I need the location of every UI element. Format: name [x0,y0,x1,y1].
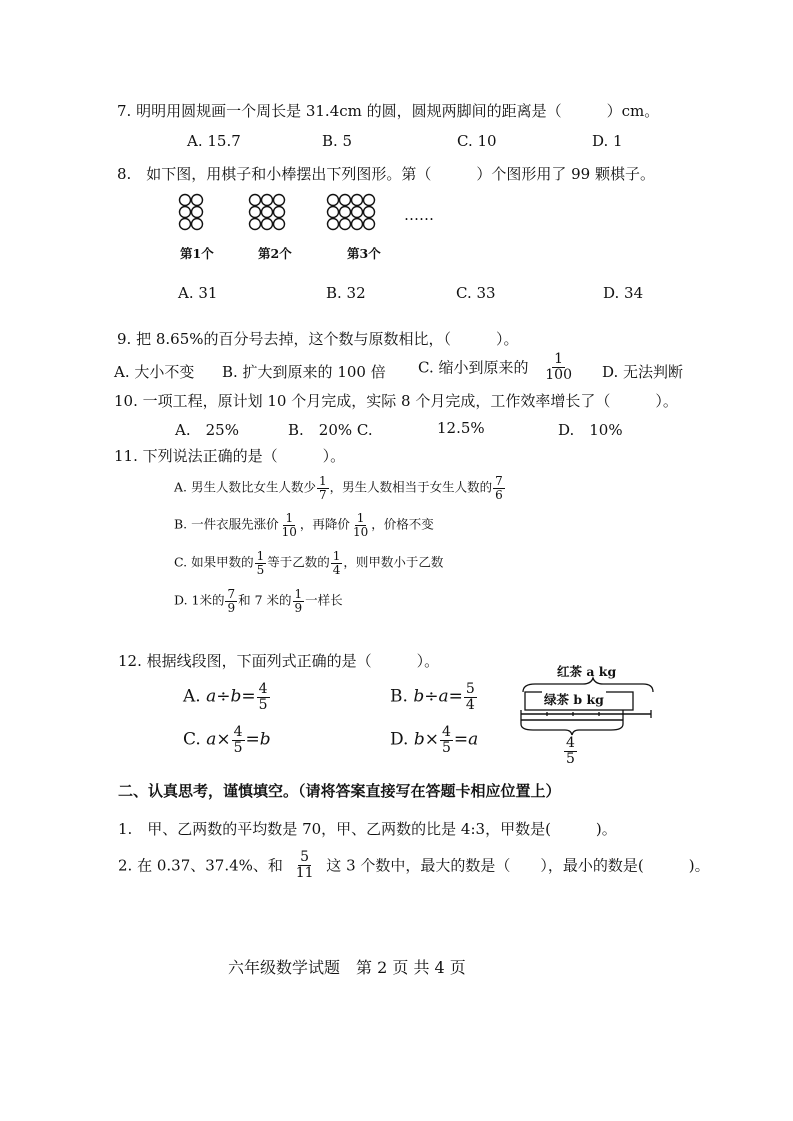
q9-option-c [418,352,575,382]
q8-figure-label-3: 第3个 [347,246,381,261]
q11-c-fraction-1 [255,550,267,576]
q11-c-text-2: 等于乙数的 [267,554,330,570]
diagram-frac-den: 5 [566,750,575,767]
section-2-q2-den: 11 [295,864,314,881]
q12-b-den: 4 [465,696,475,713]
q7-stem: 7. 明明用圆规画一个周长是 31.4cm 的圆，圆规两脚间的距离是（ ）cm。 [117,102,660,120]
chess-piece [192,207,203,218]
chess-piece [340,195,351,206]
q11-c-text-1: C. 如果甲数的 [174,554,254,570]
q11-c-f1-num: 1 [256,549,265,563]
chess-piece [328,207,339,218]
q11-a-fraction-1 [317,475,329,501]
q12-b-num: 5 [465,681,475,697]
q11-a-fraction-2 [493,475,505,501]
q9-stem: 9. 把 8.65%的百分号去掉，这个数与原数相比，（ ）。 [117,330,519,348]
q11-b-text-2: ，再降价 [299,516,350,532]
q12-b-label: B. [390,686,408,707]
section-2-q2 [118,850,710,880]
chess-piece [180,195,191,206]
chess-piece [364,219,375,230]
q12-a-label: A. [183,686,201,707]
chess-figure-1 [180,195,203,230]
q12-c-expr-1: a× [206,729,231,750]
q11-c-fraction-2 [331,550,343,576]
q11-d-text-2: 和 7 米的 [238,592,292,608]
q11-c-f2-den: 4 [332,562,341,577]
section-2-q2-text-1: 2. 在 0.37、37.4%、和 [118,856,283,875]
q9-c-den: 100 [545,366,572,383]
section-2-q2-text-2: 这 3 个数中，最大的数是（ ），最小的数是( )。 [326,856,710,875]
diagram-fraction-value [564,736,577,766]
q12-c-fraction [232,725,245,755]
chess-piece [364,207,375,218]
q11-option-b [174,512,434,538]
q7-option-c: C. 10 [457,132,497,150]
chess-piece [328,219,339,230]
q12-a-expr: a÷b= [206,686,256,707]
chess-piece [180,207,191,218]
q11-option-c [174,550,443,576]
q12-d-label: D. [390,729,409,750]
q11-d-fraction-2 [293,588,305,614]
q11-a-f2-den: 6 [495,487,503,502]
chess-piece [328,195,339,206]
chess-piece [340,219,351,230]
q9-c-num: 1 [554,351,564,367]
q11-d-fraction-1 [225,588,237,614]
q10-option-c: 12.5% [437,419,485,437]
chess-piece [262,207,273,218]
q11-d-f1-den: 9 [227,600,236,615]
q11-b-f2-num: 1 [356,511,365,525]
q7-option-a: A. 15.7 [187,132,241,150]
q8-option-c: C. 33 [456,284,496,302]
q11-option-a [174,475,506,501]
q11-a-f1-num: 1 [318,474,327,488]
q9-option-c-fraction [543,352,574,382]
chess-figure-2 [250,195,285,230]
chess-piece [192,195,203,206]
q11-option-d [174,588,343,614]
q8-stem: 8. 如下图，用棋子和小棒摆出下列图形。第（ ）个图形用了 99 颗棋子。 [117,165,655,183]
diagram-frac-num: 4 [566,735,575,751]
q11-a-f2-num: 7 [495,474,503,488]
q12-a-fraction [257,682,270,712]
chess-piece [250,195,261,206]
q12-c-num: 4 [233,724,243,740]
chess-piece [274,207,285,218]
q12-c-den: 5 [233,739,243,756]
chess-piece [192,219,203,230]
chess-figure-3 [328,195,375,230]
q9-option-b: B. 扩大到原来的 100 倍 [222,363,386,381]
bottom-brace [521,724,623,735]
q11-d-f1-num: 7 [227,587,236,601]
q10-option-b: B. 20% C. [288,421,373,439]
q9-option-a: A. 大小不变 [114,363,195,381]
q7-option-b: B. 5 [322,132,353,150]
chess-piece [274,195,285,206]
q11-b-text-1: B. 一件衣服先涨价 [174,516,279,532]
q11-d-text-3: 一样长 [305,592,343,608]
chess-piece [352,219,363,230]
q12-option-b [390,682,478,712]
chess-piece [250,207,261,218]
q8-figure-label-2: 第2个 [258,246,292,261]
chess-pieces-figure [175,190,415,245]
q11-stem: 11. 下列说法正确的是（ ）。 [114,447,346,465]
q8-ellipsis: …… [404,206,434,224]
section-2-q2-num: 5 [300,849,310,865]
q11-b-text-3: ，价格不变 [371,516,434,532]
section-2-q1: 1. 甲、乙两数的平均数是 70，甲、乙两数的比是 4:3，甲数是( )。 [118,820,617,838]
q12-d-num: 4 [441,724,451,740]
q11-c-f1-den: 5 [256,562,265,577]
q9-option-d: D. 无法判断 [602,363,684,381]
q12-option-a [183,682,271,712]
q12-a-num: 4 [258,681,268,697]
q10-stem: 10. 一项工程，原计划 10 个月完成，实际 8 个月完成，工作效率增长了（ ）。 [114,392,678,410]
chess-piece [352,195,363,206]
diagram-mid-label: 绿茶 b kg [544,692,604,707]
q11-a-text-2: ，男生人数相当于女生人数的 [329,479,493,495]
q11-a-f1-den: 7 [318,487,327,502]
q8-option-a: A. 31 [178,284,218,302]
q11-d-f2-num: 1 [294,587,303,601]
q11-a-text-1: A. 男生人数比女生人数少 [174,479,316,495]
q12-b-expr: b÷a= [413,686,463,707]
q12-d-expr-2: =a [453,729,479,750]
diagram-fraction [563,736,578,766]
q8-figure-label-1: 第1个 [180,246,214,261]
q12-d-fraction [440,725,453,755]
q8-option-d: D. 34 [603,284,644,302]
q12-a-den: 5 [258,696,268,713]
q12-d-expr-1: b× [413,729,439,750]
q11-b-f2-den: 10 [352,524,369,539]
q12-option-c [183,725,271,755]
chess-piece [250,219,261,230]
q12-c-label: C. [183,729,201,750]
chess-piece [262,219,273,230]
q12-option-d [390,725,478,755]
q12-b-fraction [464,682,477,712]
q12-stem: 12. 根据线段图，下面列式正确的是（ ）。 [118,652,440,670]
page-footer: 六年级数学试题 第 2 页 共 4 页 [228,958,466,977]
chess-piece [340,207,351,218]
q11-b-f1-num: 1 [285,511,294,525]
chess-piece [180,219,191,230]
q10-option-a: A. 25% [175,421,239,439]
q10-option-d: D. 10% [558,421,623,439]
q9-option-c-text: C. 缩小到原来的 [418,358,529,377]
q11-b-fraction-2 [351,512,370,538]
diagram-top-label: 红茶 a kg [557,664,617,679]
section-2-q2-fraction [294,850,316,880]
chess-piece [364,195,375,206]
chess-piece [262,195,273,206]
chess-piece [352,207,363,218]
q11-c-text-3: ，则甲数小于乙数 [343,554,444,570]
q12-d-den: 5 [441,739,451,756]
q7-option-d: D. 1 [592,132,623,150]
q11-b-fraction-1 [280,512,299,538]
q8-option-b: B. 32 [326,284,366,302]
q11-d-f2-den: 9 [294,600,303,615]
q11-c-f2-num: 1 [332,549,341,563]
q11-d-text-1: D. 1米的 [174,592,225,608]
q11-b-f1-den: 10 [281,524,297,539]
chess-piece [274,219,285,230]
q12-c-expr-2: =b [245,729,271,750]
section-2-title: 二、认真思考，谨慎填空。（请将答案直接写在答题卡相应位置上） [118,782,561,800]
